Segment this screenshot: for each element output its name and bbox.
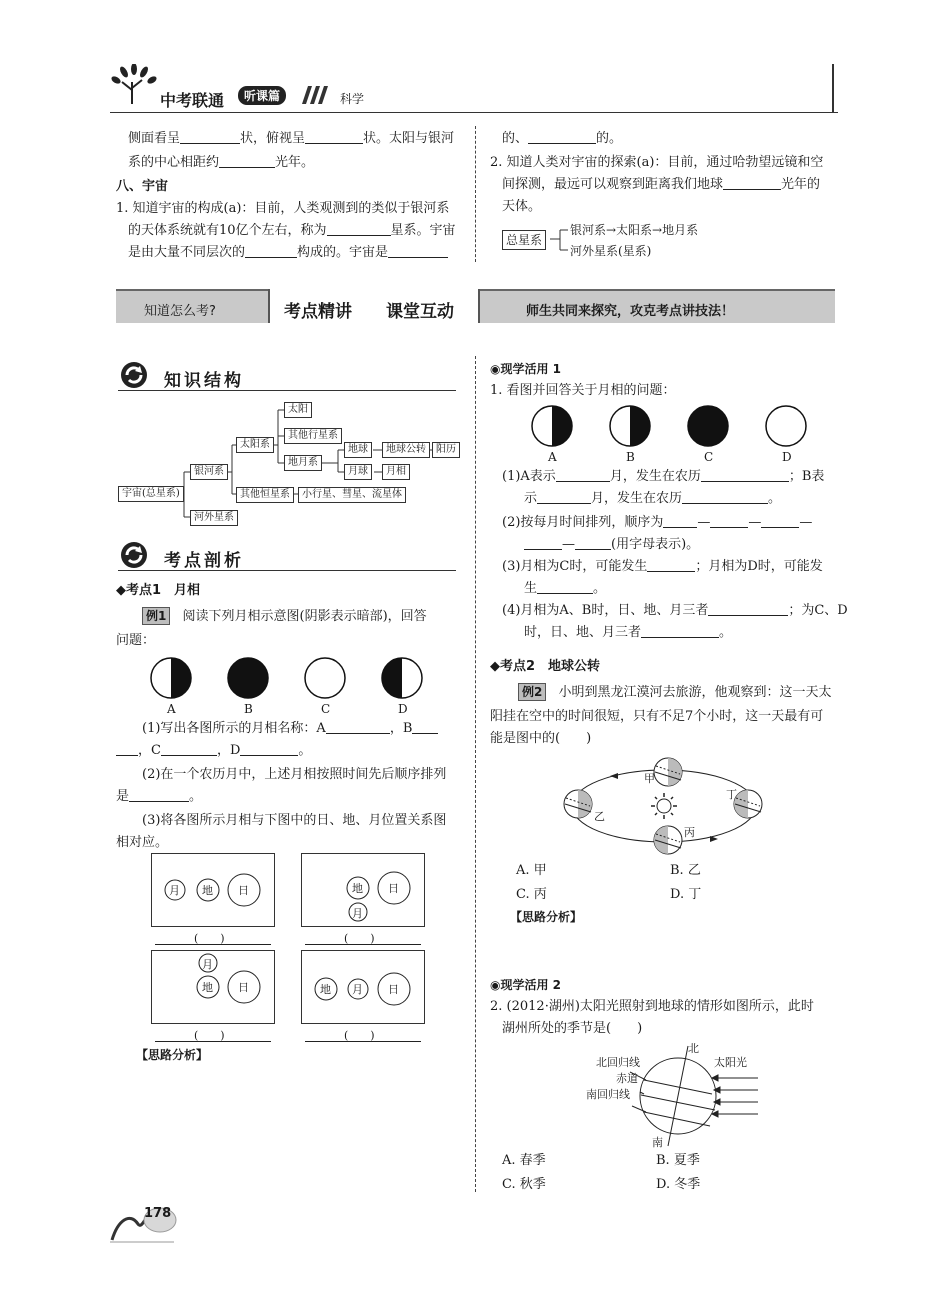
example-2-line2: 阳挂在空中的时间很短，只有不足7个小时，这一天最有可 [490, 709, 824, 724]
sun-tree-logo-icon [110, 64, 160, 112]
top-right-q2-line1: 2. 知道人类对宇宙的探索(a)：目前，通过哈勃望远镜和空 [490, 155, 824, 170]
globe-label-sunlight: 太阳光 [714, 1056, 747, 1069]
orbit-label-ding: 丁 [726, 788, 737, 801]
node-small-bodies: 小行星、彗星、流星体 [298, 487, 406, 503]
position-box-4 [301, 950, 425, 1024]
position-box-3 [151, 950, 275, 1024]
left-moon-label-c: C [321, 702, 331, 716]
brand-title: 中考联通 [160, 91, 225, 110]
node-sun: 太阳 [284, 402, 312, 418]
orbit-label-jia: 甲 [644, 772, 655, 785]
right-moon-phases [528, 404, 818, 452]
earth-yi-icon [564, 790, 592, 818]
node-moon-phase: 月相 [382, 464, 410, 480]
moon-d-icon [382, 658, 422, 698]
example-2-option-b: B. 乙 [670, 863, 701, 878]
example-2-option-d: D. 丁 [670, 887, 702, 902]
left-moon-label-a: A [167, 702, 176, 716]
header [110, 64, 838, 114]
sub4-line1: (4)月相为A、B时，日、地、月三者 ；为C、D [502, 603, 848, 618]
practice-2-heading: ◉现学活用 2 [490, 978, 561, 992]
key-point-2: ◆考点2 地球公转 [490, 659, 601, 674]
example-1-line2: 问题： [116, 633, 156, 648]
sub1-line1: (1)A表示 月，发生在农历 ；B表 [502, 469, 825, 484]
banner-mid-1: 考点精讲 [284, 302, 352, 322]
practice-1-question: 1. 看图并回答关于月相的问题： [490, 383, 676, 398]
analysis-q1-line2: ，C ，D 。 [116, 740, 311, 762]
top-left-q1-line3: 是由大量不同层次的 构成的。宇宙是 [128, 242, 448, 264]
universe-branch-2: 河外星系(星系) [570, 244, 652, 258]
sub3-line2: 生 。 [524, 581, 607, 596]
moon-a-icon [151, 658, 191, 698]
right-moon-label-a: A [548, 450, 557, 464]
example-2-option-a: A. 甲 [516, 863, 547, 878]
banner-right: 师生共同来探究，攻克考点讲技法！ [526, 304, 735, 319]
right-moon-label-b: B [626, 450, 635, 464]
top-left-line2: 系的中心相距约 光年。 [128, 155, 315, 170]
universe-mini-diagram [502, 220, 762, 264]
moon-b-icon [228, 658, 268, 698]
practice-2-line1: 2. (2012·湖州)太阳光照射到地球的情形如图所示，此时 [490, 999, 814, 1014]
box3-earth-label: 地 [202, 981, 213, 994]
box2-earth-label: 地 [352, 882, 363, 895]
example-1-line1: 例1 阅读下列月相示意图(阴影表示暗部)，回答 [142, 606, 427, 628]
box1-earth-label: 地 [202, 884, 213, 897]
position-box-3-circles [152, 951, 274, 1023]
practice-2-option-b: B. 夏季 [656, 1153, 700, 1168]
box3-sun-label: 日 [238, 981, 249, 994]
box2-moon-label: 月 [352, 907, 363, 920]
knowledge-title-rule [118, 390, 456, 391]
node-other-star-systems: 其他恒星系 [236, 487, 294, 503]
banner-mid-2: 课堂互动 [386, 302, 454, 322]
orbit-label-yi: 乙 [594, 810, 605, 823]
universe-root-box: 总星系 [502, 230, 546, 250]
earth-bing-icon [654, 826, 682, 854]
top-right-q2-line2: 间探测，最远可以观察到距离我们地球 光年的 [502, 177, 821, 192]
top-left-q1-line1: 1. 知道宇宙的构成(a)：目前，人类观测到的类似于银河系 [116, 201, 450, 216]
right-moon-label-d: D [782, 450, 792, 464]
example-2-line1: 例2 小明到黑龙江漠河去旅游，他观察到：这一天太 [518, 682, 832, 704]
position-box-3-answer: ( ) [194, 1029, 225, 1042]
analysis-title-rule [118, 570, 456, 571]
moon-c-icon [305, 658, 345, 698]
knowledge-title: 知识结构 [164, 371, 244, 391]
position-box-3-answer-rule [155, 1041, 271, 1042]
practice-2-line2: 湖州所处的季节是( ) [502, 1021, 643, 1036]
globe-label-equator: 赤道 [616, 1072, 638, 1085]
practice-2-option-d: D. 冬季 [656, 1177, 701, 1192]
header-rule [110, 112, 838, 113]
position-box-2 [301, 853, 425, 927]
box4-sun-label: 日 [388, 983, 399, 996]
left-moon-label-d: D [398, 702, 408, 716]
banner-left: 知道怎么考? [144, 304, 216, 319]
section-heading-universe: 八、宇宙 [116, 179, 169, 194]
orbit-label-bing: 丙 [684, 826, 695, 839]
example-2-line3: 能是图中的( ) [490, 731, 592, 746]
node-milky-way: 银河系 [190, 464, 228, 480]
node-moon: 月球 [344, 464, 372, 480]
header-tab: 听课篇 [238, 86, 286, 105]
position-box-1-answer-rule [155, 944, 271, 945]
stripes-icon [296, 86, 332, 104]
section-banner [116, 289, 835, 323]
earth-jia-icon [654, 758, 682, 786]
analysis-q3-line1: (3)将各图所示月相与下图中的日、地、月位置关系图 [142, 813, 447, 828]
box2-sun-label: 日 [388, 882, 399, 895]
practice-1-heading: ◉现学活用 1 [490, 362, 561, 376]
analysis-title: 考点剖析 [164, 551, 244, 571]
orbit-diagram [558, 756, 770, 860]
analysis-q2-line2: 是 。 [116, 789, 203, 804]
analysis-q3-line2: 相对应。 [116, 835, 169, 850]
universe-branch-1: 银河系→太阳系→地月系 [570, 223, 699, 237]
sub1-line2: 示 月，发生在农历 。 [524, 491, 782, 506]
moon-b-icon [610, 406, 650, 446]
box3-moon-label: 月 [202, 958, 213, 971]
left-moon-phases [146, 656, 426, 718]
sub3-line1: (3)月相为C时，可能发生 ；月相为D时，可能发 [502, 559, 823, 574]
knowledge-title-bar [118, 360, 458, 392]
refresh-icon [118, 360, 152, 390]
box4-moon-label: 月 [352, 983, 363, 996]
node-calendar: 阳历 [432, 442, 460, 458]
header-edge [832, 64, 834, 112]
position-box-2-answer: ( ) [344, 932, 375, 945]
left-moon-label-b: B [244, 702, 253, 716]
example-2-label: 例2 [518, 683, 546, 701]
practice-2-option-a: A. 春季 [502, 1153, 546, 1168]
node-solar-system: 太阳系 [236, 437, 274, 453]
analysis-q1-line1: (1)写出各图所示的月相名称：A ，B [142, 718, 438, 740]
left-thinking-label: 【思路分析】 [136, 1048, 209, 1062]
header-subject: 科学 [340, 92, 365, 106]
node-outer-galaxy: 河外星系 [190, 510, 238, 526]
node-earth: 地球 [344, 442, 372, 458]
box1-moon-label: 月 [169, 884, 180, 897]
moon-a-icon [532, 406, 572, 446]
sub4-line2: 时，日、地、月三者 。 [524, 625, 733, 640]
node-earth-moon: 地月系 [284, 455, 322, 471]
example-2-option-c: C. 丙 [516, 887, 547, 902]
earth-ding-icon [734, 790, 762, 818]
analysis-q2-line1: (2)在一个农历月中，上述月相按照时间先后顺序排列 [142, 767, 447, 782]
globe-label-tropic-north: 北回归线 [596, 1056, 640, 1069]
right-thinking-label: 【思路分析】 [510, 910, 583, 924]
top-left-q1-line2: 的天体系统就有10亿个左右，称为 星系。宇宙 [128, 223, 456, 238]
refresh-icon [118, 540, 152, 570]
position-box-1 [151, 853, 275, 927]
main-column-divider [475, 356, 476, 1192]
example-1-label: 例1 [142, 607, 170, 625]
moon-c-icon [688, 406, 728, 446]
globe-label-tropic-south: 南回归线 [586, 1088, 630, 1101]
right-moon-label-c: C [704, 450, 714, 464]
top-column-divider [475, 126, 476, 262]
node-universe: 宇宙(总星系) [118, 486, 184, 502]
position-box-2-answer-rule [305, 944, 421, 945]
analysis-title-bar [118, 540, 458, 572]
top-left-line1: 侧面看呈 状，俯视呈 状。太阳与银河 [128, 131, 455, 146]
sub2-line2: — (用字母表示)。 [524, 534, 699, 556]
practice-2-option-c: C. 秋季 [502, 1177, 546, 1192]
top-right-q2-line3: 天体。 [502, 199, 542, 214]
globe-label-north: 北 [688, 1042, 699, 1055]
node-other-planets: 其他行星系 [284, 428, 342, 444]
position-box-1-answer: ( ) [194, 932, 225, 945]
position-box-4-answer-rule [305, 1041, 421, 1042]
key-point-1: ◆考点1 月相 [116, 583, 201, 598]
sub2-line1: (2)按每月时间排列，顺序为 — — — [502, 515, 813, 530]
knowledge-tree [118, 400, 463, 530]
page-number: 178 [144, 1206, 172, 1221]
node-revolution: 地球公转 [382, 442, 430, 458]
box1-sun-label: 日 [238, 884, 249, 897]
moon-d-icon [766, 406, 806, 446]
globe-label-south: 南 [652, 1136, 663, 1149]
position-box-4-answer: ( ) [344, 1029, 375, 1042]
top-right-line1: 的、 的。 [502, 131, 623, 146]
position-box-2-circles [302, 854, 424, 926]
box4-earth-label: 地 [320, 983, 331, 996]
